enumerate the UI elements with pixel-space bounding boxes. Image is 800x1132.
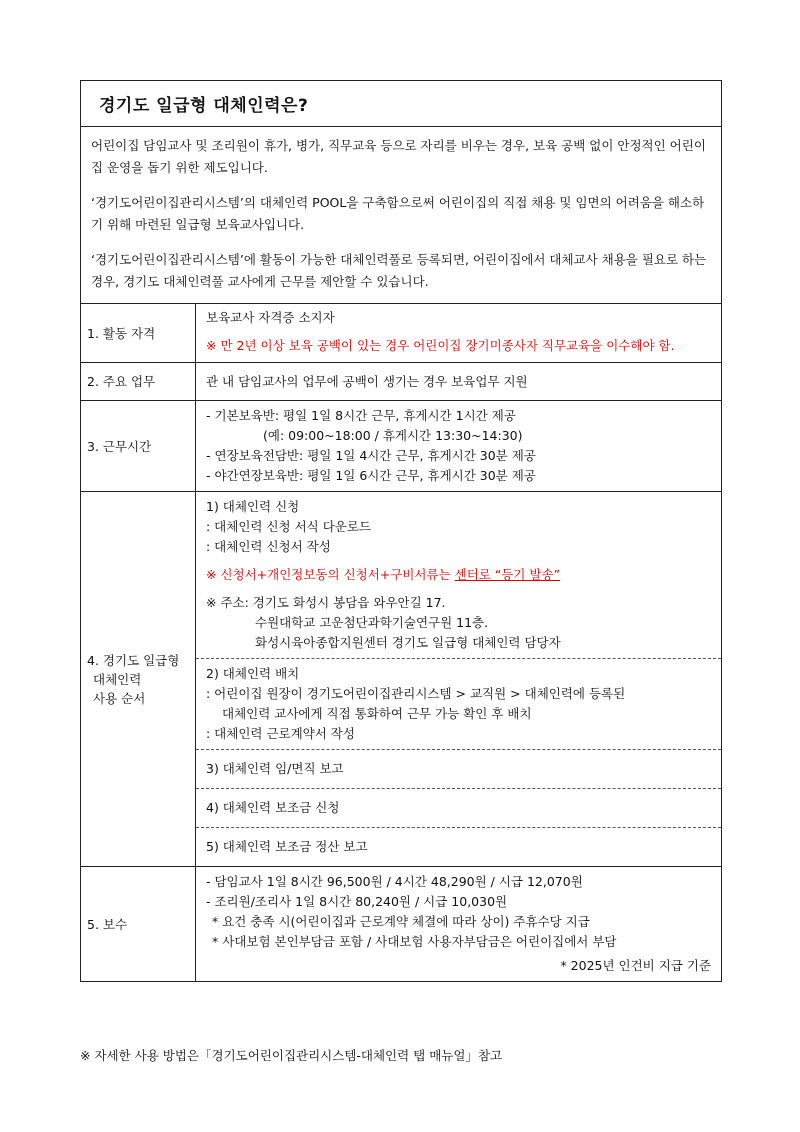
address-line: 화성시육아종합지원센터 경기도 일급형 대체인력 담당자 (255, 635, 561, 650)
row-label (81, 492, 196, 867)
pay-line: - 담임교사 1일 8시간 96,500원 / 4시간 48,290원 / 시급 12,070원 (206, 874, 583, 889)
pay-note: * 사대보험 본인부담금 포함 / 사대보험 사용자부담금은 어린이집에서 부담 (212, 934, 617, 949)
pay-line: - 조리원/조리사 1일 8시간 80,240원 / 시급 10,030원 (206, 894, 508, 909)
footnote: ※ 자세한 사용 방법은「경기도어린이집관리시스템-대체인력 탭 매뉴얼」참고 (80, 1048, 503, 1063)
step-title: 2) 대체인력 배치 (206, 666, 300, 681)
row-pay (81, 867, 721, 982)
intro-section (81, 127, 721, 304)
info-document (80, 80, 722, 982)
mailing-note (206, 565, 711, 585)
step-item: : 어린이집 원장이 경기도어린이집관리시스템 > 교직원 > 대체인력에 등록된 (206, 686, 626, 701)
row-label: 2. 주요 업무 (81, 363, 196, 401)
mailing-note-text: ※ 신청서+개인정보동의 신청서+구비서류는 (206, 567, 455, 582)
row-label: 1. 활동 자격 (81, 304, 196, 363)
info-table (81, 304, 721, 981)
step-4: 4) 대체인력 보조금 신청 (196, 789, 721, 828)
intro-paragraph: ‘경기도어린이집관리시스템’의 대체인력 POOL을 구축함으로써 어린이집의 직접 채용 및 임면의 어려움을 해소하기 위해 마련된 일급형 보육교사입니다. (91, 195, 705, 232)
hours-line: - 기본보육반: 평일 1일 8시간 근무, 휴게시간 1시간 제공 (206, 408, 516, 423)
pay-basis: * 2025년 인건비 지급 기준 (560, 958, 711, 973)
mailing-note-emphasis: 센터로 “등기 발송” (454, 567, 561, 582)
duty-text: 관 내 담임교사의 업무에 공백이 생기는 경우 보육업무 지원 (196, 363, 722, 401)
intro-paragraph: ‘경기도어린이집관리시스템’에 활동이 가능한 대체인력풀로 등록되면, 어린이집에서 대체교사 채용을 필요로 하는 경우, 경기도 대체인력풀 교사에게 근무를 제안할 수 있습니다. (91, 252, 707, 289)
row-sequence (81, 492, 721, 867)
step-5: 5) 대체인력 보조금 정산 보고 (206, 839, 368, 854)
sequence-label-line: 사용 순서 (93, 690, 146, 706)
address-line: ※ 주소: 경기도 화성시 봉담읍 와우안길 17. (206, 595, 446, 610)
hours-line: - 야간연장보육반: 평일 1일 6시간 근무, 휴게시간 30분 제공 (206, 468, 536, 483)
step-item: : 대체인력 신청서 작성 (206, 539, 331, 554)
intro-paragraph: 어린이집 담임교사 및 조리원이 휴가, 병가, 직무교육 등으로 자리를 비우는 경우, 보육 공백 없이 안정적인 어린이집 운영을 돕기 위한 제도입니다. (91, 138, 706, 175)
address-line: 수원대학교 고운첨단과학기술연구원 11층. (255, 615, 489, 630)
step-item: 대체인력 교사에게 직접 통화하여 근무 가능 확인 후 배치 (222, 706, 532, 721)
step-3: 3) 대체인력 임/면직 보고 (196, 750, 721, 789)
sequence-label-line: 4. 경기도 일급형 (87, 652, 180, 668)
document-title: 경기도 일급형 대체인력은? (81, 81, 721, 127)
row-label: 5. 보수 (81, 867, 196, 982)
pay-note: * 요건 충족 시(어린이집과 근로계약 체결에 따라 상이) 주휴수당 지급 (212, 914, 590, 929)
qualification-text: 보육교사 자격증 소지자 (206, 310, 335, 325)
row-duty (81, 363, 721, 401)
row-qualification (81, 304, 721, 363)
step-title: 1) 대체인력 신청 (206, 499, 300, 514)
qualification-note: ※ 만 2년 이상 보육 공백이 있는 경우 어린이집 장기미종사자 직무교육을 이수해야 함. (206, 338, 675, 353)
step-item: : 대체인력 근로계약서 작성 (206, 726, 355, 741)
step-1 (196, 492, 721, 659)
hours-example: (예: 09:00~18:00 / 휴게시간 13:30~14:30) (263, 428, 523, 443)
step-item: : 대체인력 신청 서식 다운로드 (206, 519, 372, 534)
step-2 (196, 659, 721, 750)
hours-line: - 연장보육전담반: 평일 1일 4시간 근무, 휴게시간 30분 제공 (206, 448, 536, 463)
row-hours (81, 401, 721, 492)
sequence-label-line: 대체인력 (93, 671, 142, 687)
row-label: 3. 근무시간 (81, 401, 196, 492)
